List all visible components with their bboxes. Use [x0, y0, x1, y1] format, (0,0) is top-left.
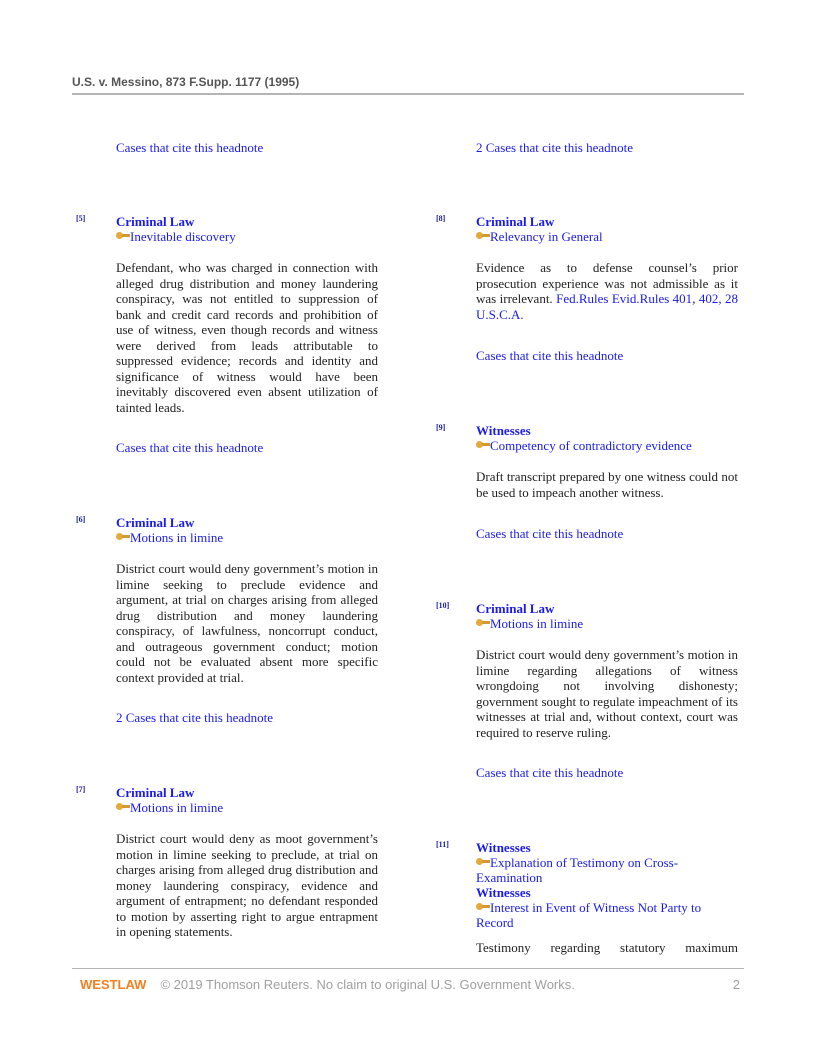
- subtopic-label[interactable]: Relevancy in General: [490, 229, 603, 244]
- cites-headnote-link[interactable]: Cases that cite this headnote: [476, 348, 624, 363]
- statute-link[interactable]: Fed.Rules Evid.Rules 401: [556, 291, 693, 306]
- headnote-text: District court would deny government’s motion in limine regarding allegations of witness wrongdoing not involving dishonesty; government sought to regulate impeachment of its witnesses at trial and, without context, court was required to reserve ruling.: [476, 647, 738, 740]
- header-divider: [72, 93, 744, 95]
- subtopic-link[interactable]: [476, 616, 738, 631]
- cites-headnote-link[interactable]: 2 Cases that cite this headnote: [116, 710, 274, 725]
- subtopic-link[interactable]: [476, 855, 738, 885]
- footer-divider: [72, 968, 744, 969]
- topic-link[interactable]: Criminal Law: [116, 785, 195, 800]
- subtopic-label[interactable]: Explanation of Testimony on Cross-Examination: [476, 855, 679, 885]
- headnote-text: [476, 260, 738, 322]
- subtopic-label[interactable]: Inevitable discovery: [130, 229, 236, 244]
- key-icon: [116, 533, 130, 541]
- subtopic-label[interactable]: Competency of contradictory evidence: [490, 438, 692, 453]
- subtopic-link[interactable]: [476, 229, 738, 244]
- headnote-number[interactable]: [5]: [76, 214, 86, 223]
- subtopic-link[interactable]: [476, 900, 738, 930]
- headnote-text: District court would deny as moot government’s motion in limine seeking to preclude, at trial on charges arising from alleged drug distribution and money laundering conspiracy, evidence and argument of entrapment; no defendant responded to motion by asserting right to argue entrapment in opening statements.: [116, 831, 378, 939]
- cites-headnote-link[interactable]: Cases that cite this headnote: [116, 140, 264, 155]
- subtopic-link[interactable]: [476, 438, 738, 453]
- key-icon: [116, 232, 130, 240]
- headnote-text: Testimony regarding statutory maximum: [476, 940, 738, 955]
- key-icon: [116, 803, 130, 811]
- subtopic-link[interactable]: [116, 530, 378, 545]
- headnote-number[interactable]: [10]: [436, 601, 450, 610]
- headnote-text: District court would deny government’s motion in limine seeking to preclude evidence and argument, at trial on charges arising from alleged drug distribution and money laundering conspiracy, of lawfulness, noncorrupt conduct, and outrageous government conduct; motion could not be evaluated absent more specific context provided at trial.: [116, 561, 378, 685]
- subtopic-label[interactable]: Motions in limine: [130, 530, 224, 545]
- topic-link[interactable]: Witnesses: [476, 423, 531, 438]
- subtopic-link[interactable]: [116, 229, 378, 244]
- subtopic-label[interactable]: Interest in Event of Witness Not Party to Record: [476, 900, 702, 930]
- cites-headnote-link[interactable]: Cases that cite this headnote: [476, 765, 624, 780]
- key-icon: [476, 903, 490, 911]
- key-icon: [476, 619, 490, 627]
- topic-link[interactable]: Criminal Law: [476, 214, 555, 229]
- key-icon: [476, 858, 490, 866]
- subtopic-link[interactable]: [116, 800, 378, 815]
- headnote-number[interactable]: [9]: [436, 423, 446, 432]
- subtopic-label[interactable]: Motions in limine: [130, 800, 224, 815]
- cites-headnote-link[interactable]: Cases that cite this headnote: [116, 440, 264, 455]
- topic-link[interactable]: Criminal Law: [116, 515, 195, 530]
- statute-link[interactable]: 402, 28 U.S.C.A.: [476, 291, 738, 322]
- headnote-number[interactable]: [6]: [76, 515, 86, 524]
- document-title: U.S. v. Messino, 873 F.Supp. 1177 (1995): [72, 75, 300, 89]
- key-icon: [476, 441, 490, 449]
- headnote-text: Draft transcript prepared by one witness could not be used to impeach another witness.: [476, 469, 738, 500]
- topic-link[interactable]: Witnesses: [476, 840, 531, 855]
- headnote-number[interactable]: [7]: [76, 785, 86, 794]
- subtopic-label[interactable]: Motions in limine: [490, 616, 584, 631]
- page-footer: [80, 977, 740, 992]
- headnote-text: Defendant, who was charged in connection with alleged drug distribution and money laundering conspiracy, was not entitled to suppression of bank and credit card records and prohibition of use of witness, even though records and witness were derived from leads attributable to suppressed evidence; records and identity and significance of witness would have been inevitably discovered even absent utilization of tainted leads.: [116, 260, 378, 415]
- westlaw-logo: WESTLAW: [80, 977, 147, 992]
- headnote-number[interactable]: [8]: [436, 214, 446, 223]
- headnote-number[interactable]: [11]: [436, 840, 449, 849]
- headnote-text-body: Evidence as to defense counsel’s prior prosecution experience was not admissible as it was irrelevant.: [476, 260, 738, 306]
- cites-headnote-link[interactable]: 2 Cases that cite this headnote: [476, 140, 634, 155]
- link-separator: ,: [692, 291, 699, 306]
- topic-link[interactable]: Witnesses: [476, 885, 531, 900]
- topic-link[interactable]: Criminal Law: [116, 214, 195, 229]
- key-icon: [476, 232, 490, 240]
- topic-link[interactable]: Criminal Law: [476, 601, 555, 616]
- copyright-text: © 2019 Thomson Reuters. No claim to original U.S. Government Works.: [160, 977, 575, 992]
- page-number: 2: [732, 977, 740, 992]
- cites-headnote-link[interactable]: Cases that cite this headnote: [476, 526, 624, 541]
